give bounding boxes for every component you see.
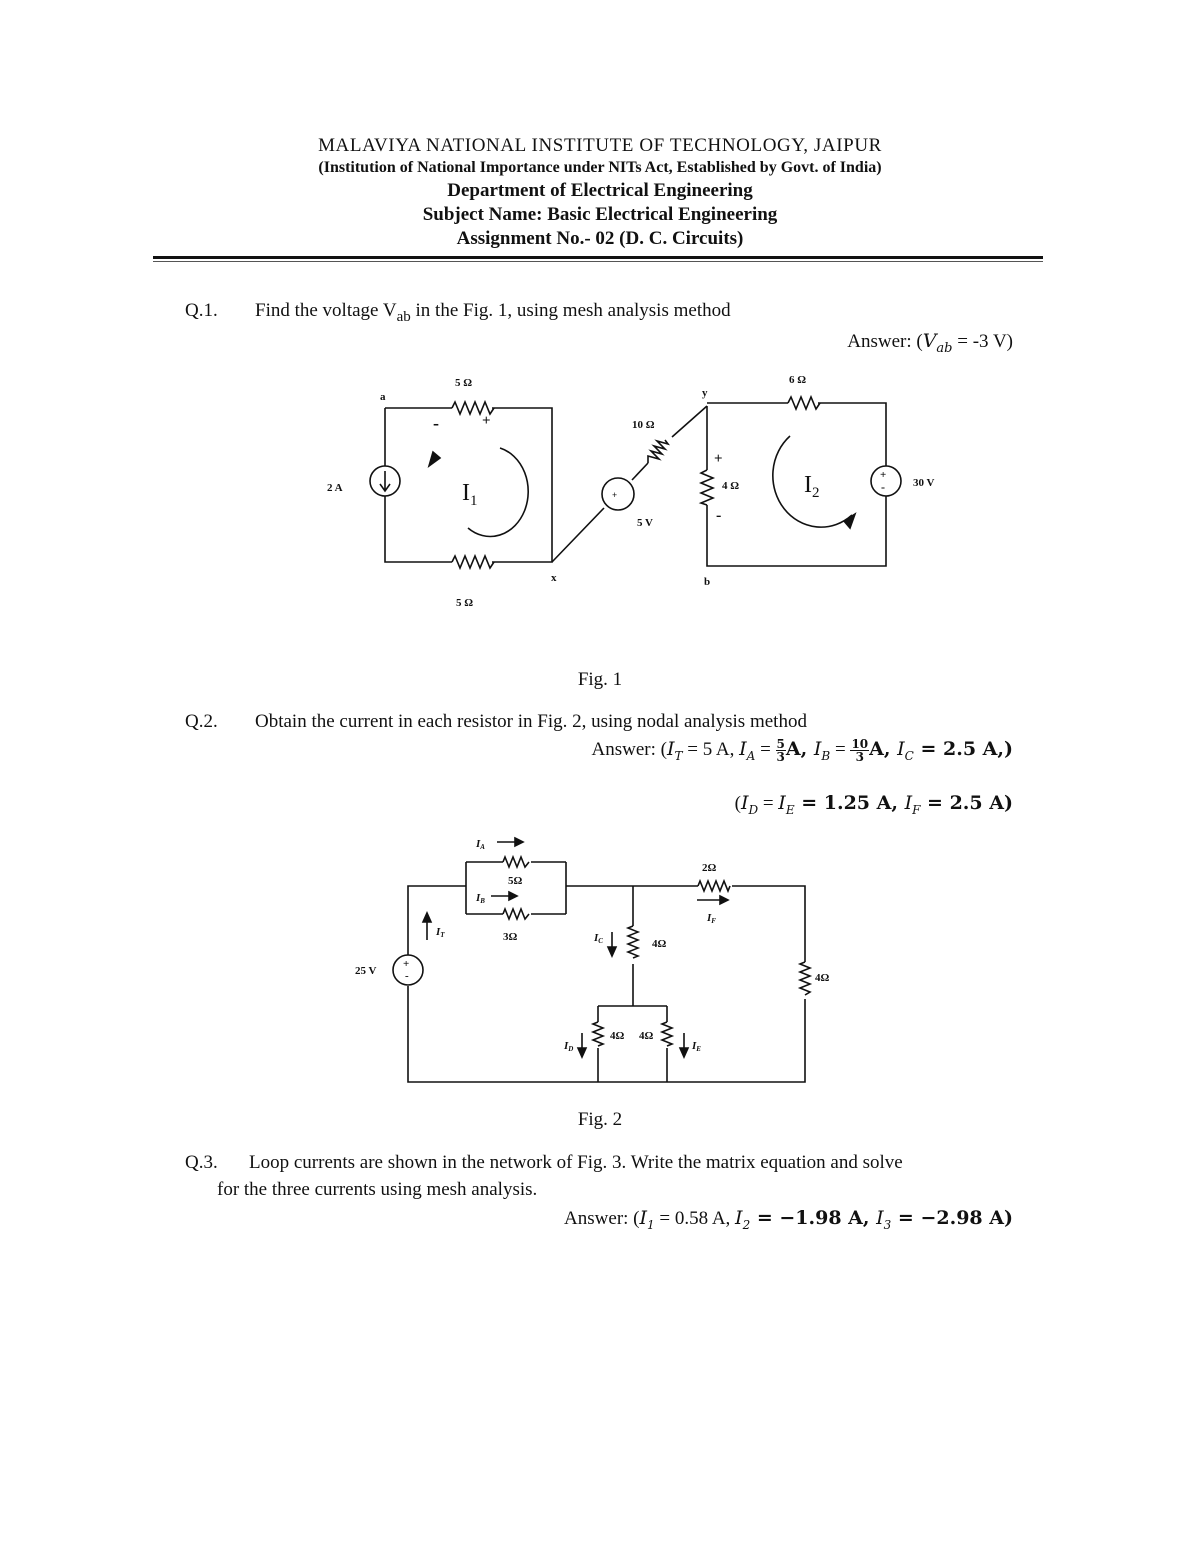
fig2-source-minus: -	[405, 970, 409, 982]
fig2-arrow-ib-icon	[491, 892, 517, 900]
fig1-current-arrow-icon	[380, 471, 390, 491]
fig1-label-r-10: 10 Ω	[632, 419, 655, 431]
fig2-outer-wires	[408, 886, 805, 1082]
fig1-label-r-4: 4 Ω	[722, 480, 740, 492]
fig2-resistor-3	[503, 909, 529, 919]
fig2-resistor-2	[698, 881, 730, 891]
fig2-label-r3: 3Ω	[503, 931, 518, 943]
fig2-source-plus: +	[403, 958, 410, 970]
fig2-arrow-if-icon	[697, 896, 728, 904]
fig1-label-5v: 5 V	[637, 517, 653, 529]
fig1-label-r-6: 6 Ω	[789, 374, 807, 386]
fig1-plus-30v: +	[880, 469, 887, 481]
fig2-arrow-it-icon	[423, 913, 431, 940]
fig2-label-r4c: 4Ω	[652, 938, 667, 950]
fig2-parallel-box	[466, 862, 566, 914]
assignment-title: Assignment No.- 02 (D. C. Circuits)	[456, 228, 744, 249]
fig2-resistor-4e	[662, 1022, 672, 1046]
fig1-label-r-bottom: 5 Ω	[456, 597, 474, 609]
fig2-label-r4right: 4Ω	[815, 972, 830, 984]
subject-name: Subject Name: Basic Electrical Engineering	[422, 204, 778, 225]
fig1-voltage-source-5v	[602, 478, 634, 510]
fig2-resistor-4c	[628, 926, 638, 958]
figure-2-circuit	[340, 825, 860, 1095]
fig1-minus-30v: -	[881, 480, 885, 494]
fig2-resistor-4right	[800, 962, 810, 995]
fig2-label-ie: IE	[692, 1040, 701, 1053]
q2-answer-line1: Answer: ($I_T = 5$ A, $I_A$ = $\frac{5}{3}$ A, $I_B$ = $\frac{10}{3}$ A, $I_C = 2.5$ A,)	[591, 737, 1013, 765]
fig1-mesh1-label: $I_1$	[462, 480, 478, 509]
fig1-label-2a: 2 A	[327, 482, 343, 494]
fig1-plus-5ohm: +	[482, 413, 491, 429]
fig1-caption: Fig. 1	[577, 669, 623, 690]
fig1-node-a: a	[380, 391, 386, 403]
fig1-wire-y	[672, 406, 707, 437]
fig1-resistor-4	[701, 470, 713, 505]
q3-answer: Answer: ($I_1 = 0.58$ A, $I_2 = -1.98$ A, $I_3 = -2.98$ A)	[564, 1207, 1013, 1232]
q1-number: Q.1.	[185, 300, 218, 321]
fig1-sign-5v: +	[612, 490, 618, 500]
fig2-caption: Fig. 2	[577, 1109, 623, 1130]
fig1-node-b: b	[704, 576, 711, 588]
fig1-mesh1-arrowhead	[429, 452, 440, 466]
fig2-label-ic: IC	[594, 932, 603, 945]
q3-number: Q.3.	[185, 1152, 218, 1173]
q2-text: Obtain the current in each resistor in Fig. 2, using nodal analysis method	[255, 711, 807, 732]
fig1-minus-5ohm: -	[433, 413, 439, 433]
fig2-middle-wires	[598, 886, 667, 1082]
fig2-resistor-4d	[593, 1022, 603, 1046]
fig2-arrow-id-icon	[578, 1033, 586, 1057]
fig2-label-r5: 5Ω	[508, 875, 523, 887]
figure-1-circuit	[300, 360, 980, 620]
fig2-label-r2: 2Ω	[702, 862, 717, 874]
fig2-label-25v: 25 V	[355, 965, 377, 977]
q2-number: Q.2.	[185, 711, 218, 732]
fig2-label-if: IF	[707, 912, 716, 925]
fig2-label-id: ID	[564, 1040, 574, 1053]
fig1-mesh2-label: $I_2$	[804, 472, 820, 501]
q1-text: Find the voltage $V_{ab}$ in the Fig. 1, using mesh analysis method	[255, 300, 731, 325]
fig2-label-it: IT	[436, 926, 445, 939]
fig1-minus-4ohm: -	[716, 507, 722, 524]
fig1-resistor-bottom	[452, 556, 494, 568]
fig1-label-r-top: 5 Ω	[455, 377, 473, 389]
fig2-arrow-ie-icon	[680, 1033, 688, 1057]
fig1-plus-4ohm: +	[714, 451, 723, 467]
fig1-mesh2-arrow	[773, 436, 852, 527]
institute-status: (Institution of National Importance under NITs Act, Established by Govt. of India)	[318, 159, 882, 176]
fig2-label-r4e: 4Ω	[639, 1030, 654, 1042]
header-divider	[153, 256, 1043, 259]
q2-answer-line2: ($I_D = I_E = 1.25$ A, $I_F = 2.5$ A)	[734, 792, 1013, 817]
fig2-label-ia: IA	[476, 838, 485, 851]
q3-text-line2: for the three currents using mesh analysis.	[217, 1179, 538, 1200]
q3-text-line1: Loop currents are shown in the network of Fig. 3. Write the matrix equation and solve	[249, 1152, 903, 1173]
fig1-resistor-6	[788, 397, 820, 409]
fig2-resistor-5	[503, 857, 529, 867]
fig1-node-y: y	[702, 387, 708, 399]
fig1-node-x: x	[551, 572, 557, 584]
fig1-wire-x	[552, 508, 604, 562]
institute-name: MALAVIYA NATIONAL INSTITUTE OF TECHNOLOGY, JAIPUR	[318, 135, 882, 156]
fig2-arrow-ia-icon	[497, 838, 523, 846]
fig2-arrow-ic-icon	[608, 932, 616, 956]
fig2-label-ib: IB	[476, 892, 485, 905]
q1-answer: Answer: ($V_{ab} = -3$ V)	[847, 330, 1013, 356]
fig1-resistor-10	[648, 440, 668, 463]
fig2-label-r4d: 4Ω	[610, 1030, 625, 1042]
department-name: Department of Electrical Engineering	[447, 180, 753, 201]
fig1-label-30v: 30 V	[913, 477, 935, 489]
header-divider-thin	[153, 261, 1043, 262]
